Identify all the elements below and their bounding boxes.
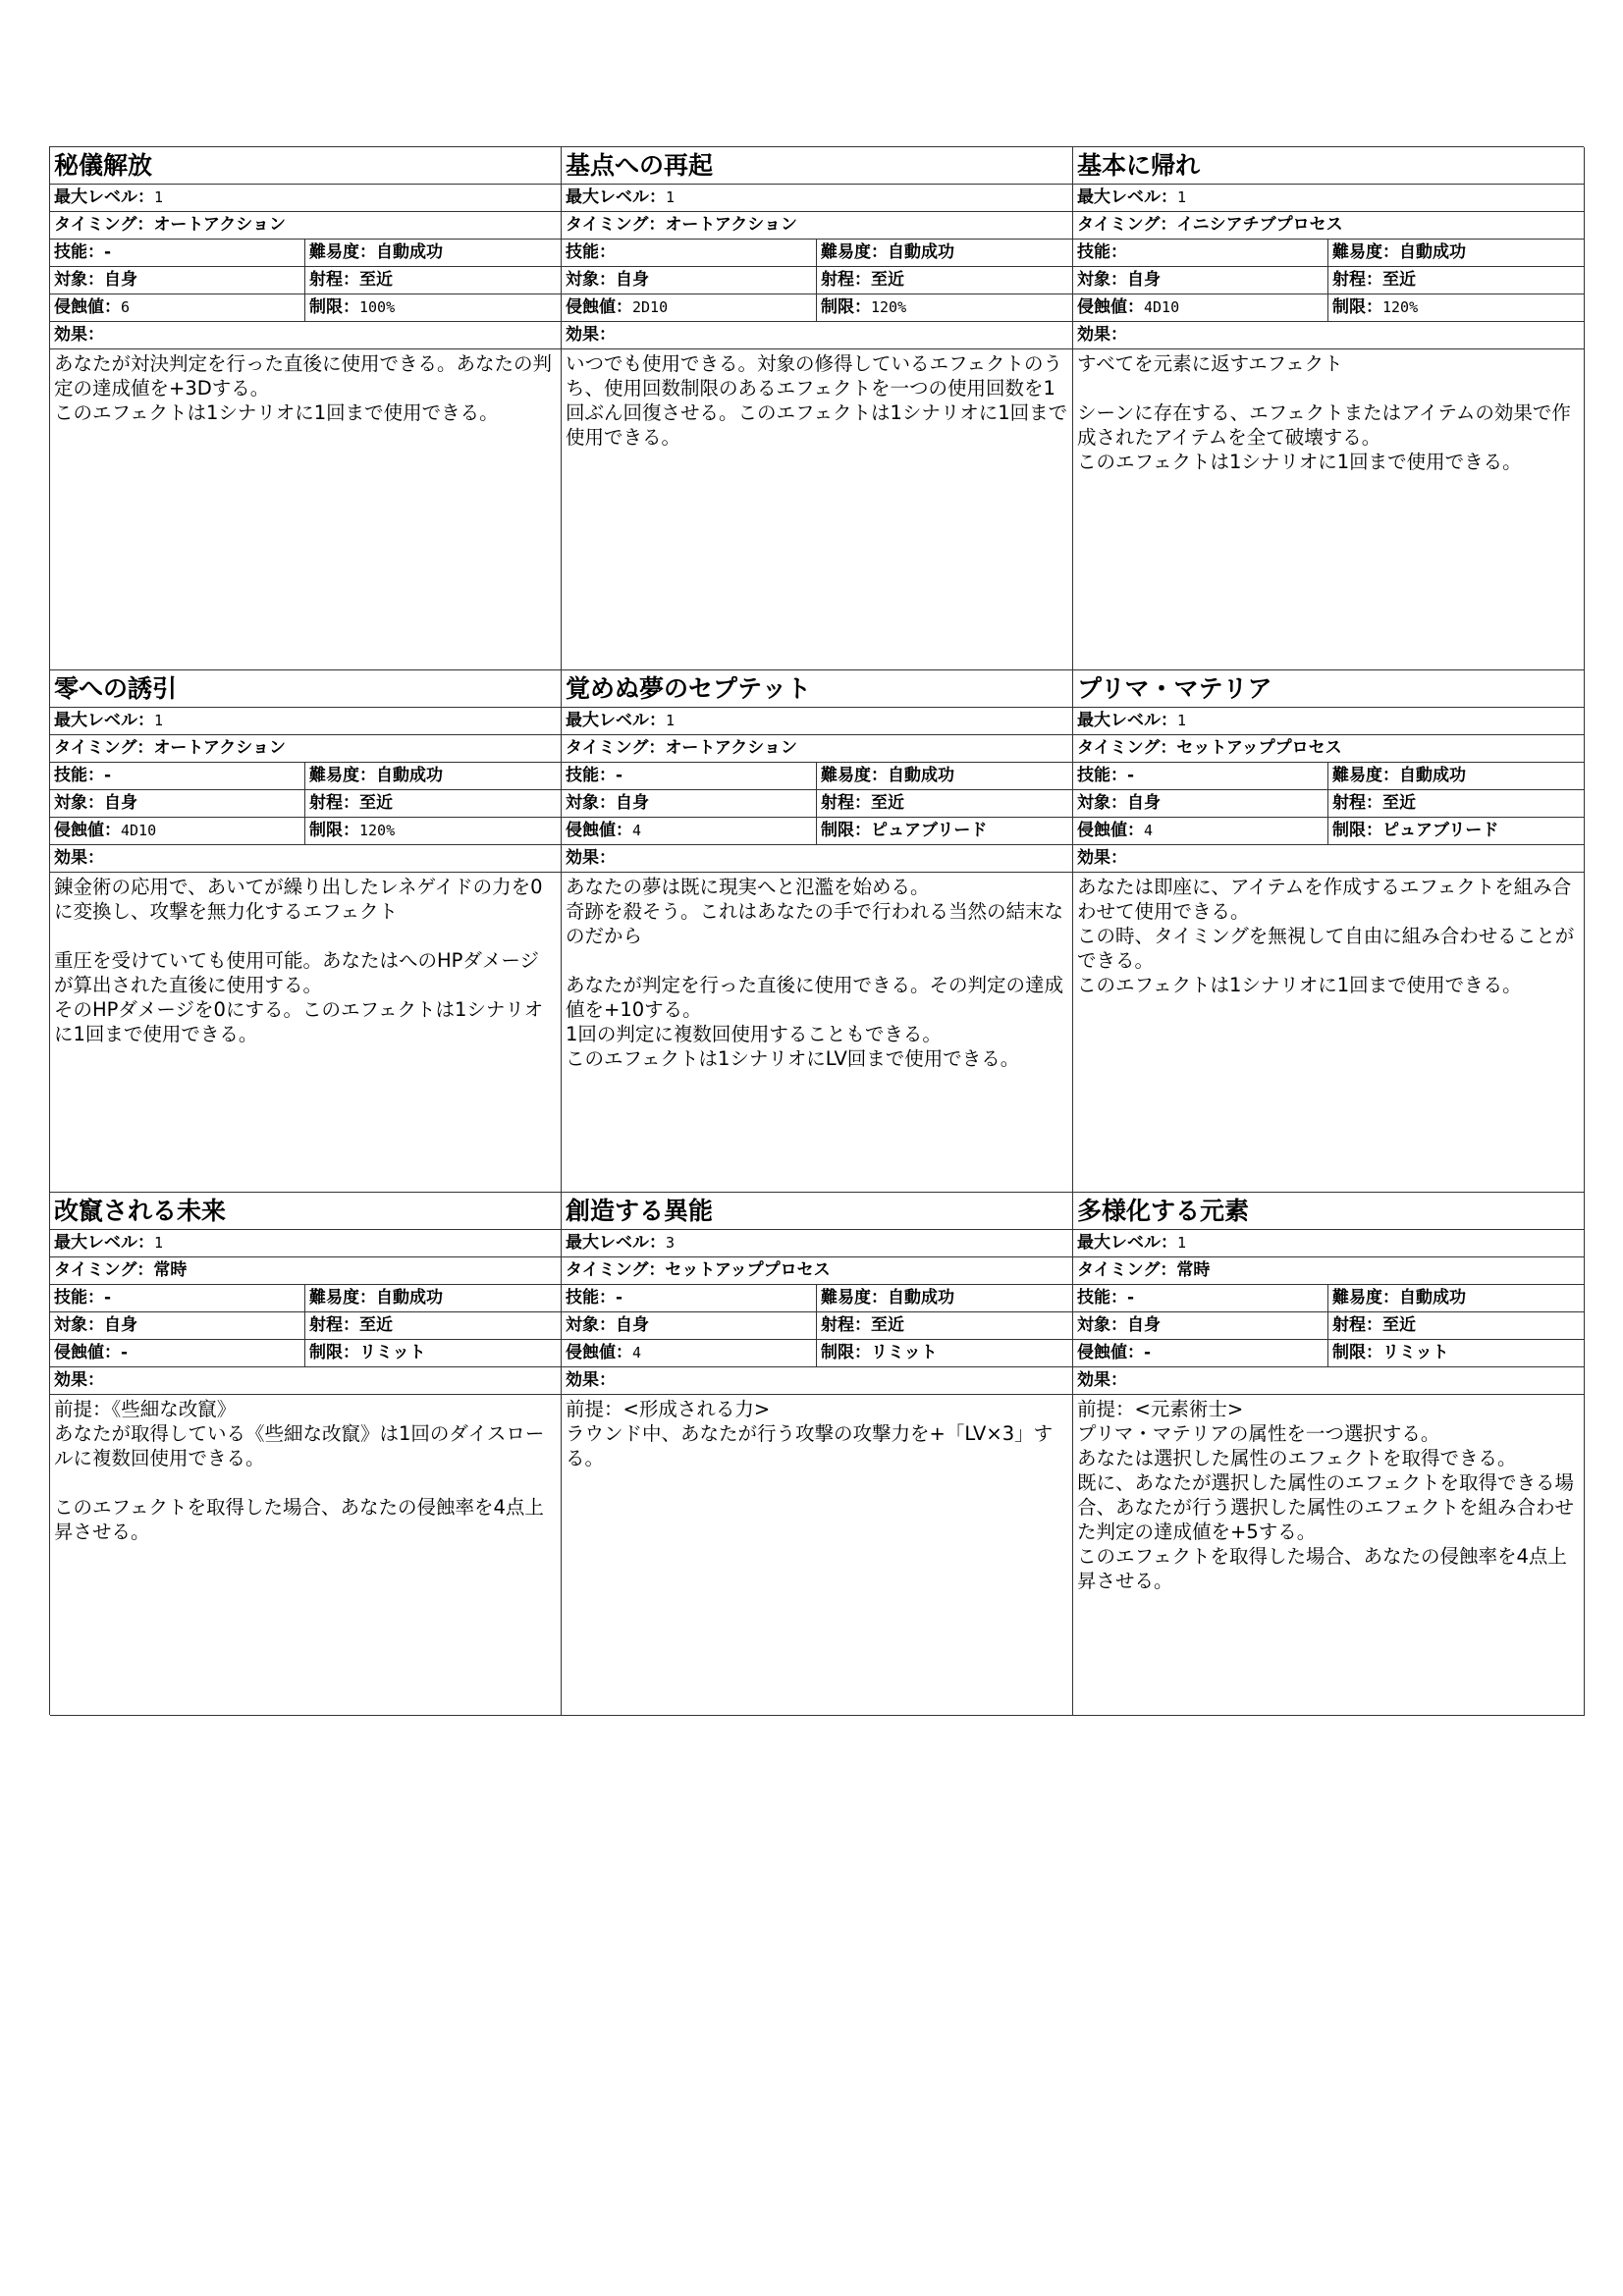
skill-value: - (104, 242, 112, 262)
erosion-label: 侵蝕値： (54, 1343, 121, 1362)
timing-label: タイミング： (566, 738, 666, 758)
max-level-label: 最大レベル： (54, 711, 154, 730)
difficulty-value: 自動成功 (888, 1288, 954, 1308)
skill-value: - (104, 1288, 112, 1308)
effect-card (1073, 1193, 1585, 1716)
effect-description: 前提：<形成される力> ラウンド中、あなたが行う攻撃の攻撃力を+「LV×3」する。 (566, 1398, 1054, 1469)
erosion-limit-row (1073, 294, 1584, 322)
timing-label: タイミング： (566, 1260, 666, 1280)
target-value: 自身 (1127, 1315, 1161, 1335)
target-range-row (50, 267, 561, 294)
timing-row (1073, 735, 1584, 763)
limit-cell (305, 1340, 561, 1366)
effect-description: あなたが対決判定を行った直後に使用できる。あなたの判定の達成値を+3Dする。 このエフェクトは1シナリオに1回まで使用できる。 (54, 352, 553, 424)
effect-card (50, 670, 562, 1193)
target-label: 対象： (1077, 1315, 1127, 1335)
skill-label: 技能： (54, 766, 104, 785)
effect-label: 効果： (566, 1370, 616, 1390)
target-range-row (562, 790, 1072, 818)
skill-cell (562, 763, 817, 789)
limit-value: リミット (1382, 1343, 1449, 1362)
timing-value: オートアクション (665, 215, 797, 235)
erosion-label: 侵蝕値： (566, 297, 632, 317)
limit-label: 制限： (1332, 821, 1382, 840)
skill-label: 技能： (566, 766, 616, 785)
erosion-value: - (121, 1343, 129, 1362)
difficulty-cell (817, 240, 1072, 266)
range-cell (305, 267, 561, 294)
effect-name: 覚めぬ夢のセプテット (562, 670, 1072, 708)
max-level-label: 最大レベル： (1077, 1233, 1177, 1253)
target-label: 対象： (566, 270, 616, 290)
timing-row (50, 735, 561, 763)
skill-cell (1073, 240, 1328, 266)
range-value: 至近 (359, 270, 393, 290)
difficulty-label: 難易度： (309, 766, 376, 785)
range-label: 射程： (309, 793, 359, 813)
erosion-cell (562, 1340, 817, 1366)
max-level-label: 最大レベル： (54, 1233, 154, 1253)
difficulty-value: 自動成功 (888, 242, 954, 262)
erosion-cell (1073, 294, 1328, 321)
target-label: 対象： (566, 1315, 616, 1335)
limit-label: 制限： (309, 297, 359, 317)
target-label: 対象： (1077, 793, 1127, 813)
skill-cell (50, 1285, 305, 1311)
effect-description: すべてを元素に返すエフェクト シーンに存在する、エフェクトまたはアイテムの効果で作成されたアイテムを全て破壊する。 このエフェクトは1シナリオに1回まで使用できる。 (1077, 352, 1571, 473)
timing-label: タイミング： (1077, 1260, 1177, 1280)
limit-cell (1328, 1340, 1584, 1366)
skill-cell (562, 240, 817, 266)
target-cell (50, 267, 305, 294)
limit-value: 120% (1382, 298, 1419, 316)
target-cell (50, 790, 305, 817)
target-cell (1073, 267, 1328, 294)
difficulty-cell (1328, 1285, 1584, 1311)
target-cell (1073, 1312, 1328, 1339)
max-level-label: 最大レベル： (566, 711, 666, 730)
effect-label-row (50, 322, 561, 349)
difficulty-value: 自動成功 (1399, 242, 1466, 262)
max-level-label: 最大レベル： (566, 1233, 666, 1253)
effect-description: 前提：《些細な改竄》 あなたが取得している《些細な改竄》は1回のダイスロールに複数回使用できる。 このエフェクトを取得した場合、あなたの侵蝕率を4点上昇させる。 (54, 1398, 545, 1543)
target-label: 対象： (566, 793, 616, 813)
limit-label: 制限： (1332, 1343, 1382, 1362)
max-level-row (1073, 708, 1584, 735)
effect-label-row (50, 1367, 561, 1395)
target-label: 対象： (54, 1315, 104, 1335)
erosion-value: 4 (1144, 822, 1154, 839)
limit-cell (817, 1340, 1072, 1366)
limit-value: 120% (359, 822, 396, 839)
skill-label: 技能： (1077, 242, 1127, 262)
limit-value: 100% (359, 298, 396, 316)
skill-cell (50, 240, 305, 266)
skill-difficulty-row (50, 763, 561, 790)
difficulty-label: 難易度： (821, 1288, 888, 1308)
difficulty-cell (305, 240, 561, 266)
target-value: 自身 (1127, 270, 1161, 290)
timing-row (1073, 212, 1584, 240)
skill-value: - (1127, 766, 1135, 785)
skill-label: 技能： (1077, 766, 1127, 785)
difficulty-label: 難易度： (1332, 242, 1399, 262)
target-value: 自身 (104, 270, 137, 290)
erosion-limit-row (562, 1340, 1072, 1367)
skill-label: 技能： (566, 242, 616, 262)
range-cell (305, 1312, 561, 1339)
erosion-cell (50, 294, 305, 321)
erosion-cell (562, 294, 817, 321)
target-label: 対象： (54, 270, 104, 290)
skill-value: - (1127, 1288, 1135, 1308)
limit-cell (817, 294, 1072, 321)
max-level-value: 1 (1177, 712, 1187, 729)
difficulty-value: 自動成功 (888, 766, 954, 785)
limit-label: 制限： (309, 821, 359, 840)
effect-description: あなたは即座に、アイテムを作成するエフェクトを組み合わせて使用できる。 この時、タイミングを無視して自由に組み合わせることができる。 このエフェクトは1シナリオに1回まで使用できる。 (1077, 876, 1575, 996)
skill-difficulty-row (50, 1285, 561, 1312)
effect-label: 効果： (1077, 1370, 1127, 1390)
difficulty-cell (817, 763, 1072, 789)
limit-cell (1328, 294, 1584, 321)
range-cell (305, 790, 561, 817)
limit-label: 制限： (821, 821, 871, 840)
erosion-label: 侵蝕値： (566, 821, 632, 840)
effect-name: 多様化する元素 (1073, 1193, 1584, 1230)
effect-description: 錬金術の応用で、あいてが繰り出したレネゲイドの力を0に変換し、攻撃を無力化するエフェクト 重圧を受けていても使用可能。あなたはへのHPダメージが算出された直後に使用する。 そのHPダメージを0にする。このエフェクトは1シナリオに1回まで使用できる。 (54, 876, 544, 1045)
range-label: 射程： (309, 270, 359, 290)
erosion-value: - (1144, 1343, 1152, 1362)
timing-label: タイミング： (1077, 738, 1177, 758)
max-level-row (1073, 185, 1584, 212)
erosion-label: 侵蝕値： (1077, 297, 1144, 317)
target-cell (50, 1312, 305, 1339)
timing-value: イニシアチブプロセス (1176, 215, 1343, 235)
target-range-row (562, 267, 1072, 294)
effect-card (562, 147, 1073, 670)
target-cell (562, 790, 817, 817)
skill-label: 技能： (1077, 1288, 1127, 1308)
range-cell (1328, 1312, 1584, 1339)
skill-label: 技能： (566, 1288, 616, 1308)
range-value: 至近 (1382, 270, 1416, 290)
erosion-value: 6 (121, 298, 131, 316)
skill-difficulty-row (1073, 763, 1584, 790)
range-label: 射程： (821, 270, 871, 290)
skill-difficulty-row (562, 763, 1072, 790)
max-level-label: 最大レベル： (566, 187, 666, 207)
erosion-value: 2D10 (632, 298, 669, 316)
erosion-label: 侵蝕値： (1077, 1343, 1144, 1362)
erosion-value: 4 (632, 822, 642, 839)
erosion-label: 侵蝕値： (1077, 821, 1144, 840)
difficulty-label: 難易度： (821, 242, 888, 262)
effect-description: 前提：<元素術士> プリマ・マテリアの属性を一つ選択する。 あなたは選択した属性のエフェクトを取得できる。 既に、あなたが選択した属性のエフェクトを取得できる場合、あなたが行う選択した属性のエフェクトを組み合わせた判定の達成値を+5する。 このエフェクトを取得した場合、あなたの侵蝕率を4点上昇させる。 (1077, 1398, 1575, 1592)
difficulty-cell (305, 763, 561, 789)
max-level-value: 1 (1177, 1234, 1187, 1252)
range-cell (817, 790, 1072, 817)
max-level-value: 1 (666, 712, 676, 729)
skill-difficulty-row (562, 1285, 1072, 1312)
effect-card (1073, 670, 1585, 1193)
erosion-value: 4D10 (121, 822, 157, 839)
timing-value: オートアクション (665, 738, 797, 758)
erosion-cell (562, 818, 817, 844)
limit-value: ピュアブリード (871, 821, 988, 840)
max-level-label: 最大レベル： (1077, 187, 1177, 207)
effect-label: 効果： (1077, 848, 1127, 868)
timing-row (562, 735, 1072, 763)
timing-value: セットアッププロセス (665, 1260, 831, 1280)
limit-value: リミット (359, 1343, 426, 1362)
limit-cell (305, 294, 561, 321)
max-level-value: 1 (1177, 188, 1187, 206)
skill-cell (50, 763, 305, 789)
erosion-cell (50, 1340, 305, 1366)
max-level-value: 1 (154, 1234, 164, 1252)
range-label: 射程： (1332, 793, 1382, 813)
target-range-row (50, 1312, 561, 1340)
effect-label-row (562, 1367, 1072, 1395)
target-cell (562, 1312, 817, 1339)
target-range-row (1073, 790, 1584, 818)
max-level-row (562, 708, 1072, 735)
erosion-cell (50, 818, 305, 844)
effect-label: 効果： (54, 848, 104, 868)
range-cell (1328, 267, 1584, 294)
range-label: 射程： (1332, 1315, 1382, 1335)
limit-label: 制限： (821, 1343, 871, 1362)
effect-label-row (1073, 322, 1584, 349)
erosion-limit-row (50, 294, 561, 322)
timing-value: 常時 (153, 1260, 188, 1280)
timing-value: オートアクション (153, 215, 286, 235)
difficulty-value: 自動成功 (376, 1288, 443, 1308)
effect-description: いつでも使用できる。対象の修得しているエフェクトのうち、使用回数制限のあるエフェクトを一つの使用回数を1回ぶん回復させる。このエフェクトは1シナリオに1回まで使用できる。 (566, 352, 1068, 449)
limit-cell (305, 818, 561, 844)
max-level-row (50, 1230, 561, 1257)
target-cell (562, 267, 817, 294)
timing-row (562, 212, 1072, 240)
difficulty-value: 自動成功 (376, 242, 443, 262)
effect-card (562, 670, 1073, 1193)
target-value: 自身 (616, 793, 649, 813)
range-label: 射程： (309, 1315, 359, 1335)
effect-card (562, 1193, 1073, 1716)
max-level-value: 3 (666, 1234, 676, 1252)
skill-value: - (616, 766, 623, 785)
difficulty-cell (817, 1285, 1072, 1311)
difficulty-cell (305, 1285, 561, 1311)
skill-difficulty-row (1073, 1285, 1584, 1312)
max-level-row (562, 1230, 1072, 1257)
max-level-label: 最大レベル： (1077, 711, 1177, 730)
effect-label: 効果： (54, 325, 104, 345)
skill-label: 技能： (54, 242, 104, 262)
effect-name: 改竄される未来 (50, 1193, 561, 1230)
max-level-label: 最大レベル： (54, 187, 154, 207)
effect-sheet (49, 146, 1584, 1715)
erosion-limit-row (50, 1340, 561, 1367)
skill-value: - (616, 1288, 623, 1308)
skill-label: 技能： (54, 1288, 104, 1308)
limit-value: ピュアブリード (1382, 821, 1499, 840)
erosion-limit-row (1073, 818, 1584, 845)
limit-value: 120% (871, 298, 907, 316)
max-level-row (50, 185, 561, 212)
range-value: 至近 (871, 793, 904, 813)
range-label: 射程： (821, 793, 871, 813)
timing-row (562, 1257, 1072, 1285)
skill-cell (1073, 1285, 1328, 1311)
difficulty-label: 難易度： (1332, 1288, 1399, 1308)
timing-label: タイミング： (54, 1260, 154, 1280)
effect-label-row (1073, 845, 1584, 873)
range-value: 至近 (1382, 1315, 1416, 1335)
erosion-cell (1073, 818, 1328, 844)
target-label: 対象： (54, 793, 104, 813)
difficulty-value: 自動成功 (1399, 1288, 1466, 1308)
range-cell (817, 267, 1072, 294)
range-label: 射程： (1332, 270, 1382, 290)
difficulty-label: 難易度： (821, 766, 888, 785)
timing-label: タイミング： (54, 738, 154, 758)
effect-name: 基点への再起 (562, 147, 1072, 185)
effect-name: プリマ・マテリア (1073, 670, 1584, 708)
erosion-limit-row (1073, 1340, 1584, 1367)
target-cell (1073, 790, 1328, 817)
effect-label: 効果： (566, 325, 616, 345)
max-level-value: 1 (154, 188, 164, 206)
range-cell (1328, 790, 1584, 817)
effect-label: 効果： (566, 848, 616, 868)
difficulty-value: 自動成功 (1399, 766, 1466, 785)
difficulty-value: 自動成功 (376, 766, 443, 785)
effect-name: 創造する異能 (562, 1193, 1072, 1230)
timing-label: タイミング： (566, 215, 666, 235)
target-range-row (1073, 267, 1584, 294)
effect-card (50, 1193, 562, 1716)
timing-value: セットアッププロセス (1176, 738, 1342, 758)
target-value: 自身 (616, 1315, 649, 1335)
max-level-value: 1 (666, 188, 676, 206)
effect-name: 秘儀解放 (50, 147, 561, 185)
max-level-value: 1 (154, 712, 164, 729)
range-value: 至近 (1382, 793, 1416, 813)
difficulty-cell (1328, 240, 1584, 266)
skill-difficulty-row (1073, 240, 1584, 267)
erosion-label: 侵蝕値： (54, 297, 121, 317)
erosion-label: 侵蝕値： (54, 821, 121, 840)
range-value: 至近 (359, 793, 393, 813)
skill-difficulty-row (562, 240, 1072, 267)
max-level-row (50, 708, 561, 735)
timing-row (50, 212, 561, 240)
erosion-value: 4 (632, 1344, 642, 1362)
erosion-limit-row (50, 818, 561, 845)
target-value: 自身 (1127, 793, 1161, 813)
difficulty-label: 難易度： (309, 242, 376, 262)
max-level-row (1073, 1230, 1584, 1257)
difficulty-cell (1328, 763, 1584, 789)
range-label: 射程： (821, 1315, 871, 1335)
limit-cell (817, 818, 1072, 844)
effect-card (50, 147, 562, 670)
effect-label-row (1073, 1367, 1584, 1395)
difficulty-label: 難易度： (1332, 766, 1399, 785)
limit-cell (1328, 818, 1584, 844)
effect-label-row (50, 845, 561, 873)
erosion-limit-row (562, 294, 1072, 322)
timing-label: タイミング： (1077, 215, 1177, 235)
timing-row (1073, 1257, 1584, 1285)
target-range-row (562, 1312, 1072, 1340)
target-value: 自身 (616, 270, 649, 290)
erosion-limit-row (562, 818, 1072, 845)
target-range-row (1073, 1312, 1584, 1340)
erosion-label: 侵蝕値： (566, 1343, 632, 1362)
effect-description: あなたの夢は既に現実へと氾濫を始める。 奇跡を殺そう。これはあなたの手で行われる当然の結末なのだから あなたが判定を行った直後に使用できる。その判定の達成値を+10する。 1回の判定に複数回使用することもできる。 このエフェクトは1シナリオにLV回まで使用できる。 (566, 876, 1064, 1070)
erosion-cell (1073, 1340, 1328, 1366)
skill-difficulty-row (50, 240, 561, 267)
target-range-row (50, 790, 561, 818)
target-value: 自身 (104, 1315, 137, 1335)
effect-label-row (562, 322, 1072, 349)
target-value: 自身 (104, 793, 137, 813)
difficulty-label: 難易度： (309, 1288, 376, 1308)
effect-name: 基本に帰れ (1073, 147, 1584, 185)
limit-label: 制限： (1332, 297, 1382, 317)
range-cell (817, 1312, 1072, 1339)
limit-label: 制限： (309, 1343, 359, 1362)
effect-name: 零への誘引 (50, 670, 561, 708)
effect-label: 効果： (54, 1370, 104, 1390)
timing-value: 常時 (1176, 1260, 1211, 1280)
limit-label: 制限： (821, 297, 871, 317)
range-value: 至近 (871, 270, 904, 290)
timing-label: タイミング： (54, 215, 154, 235)
timing-row (50, 1257, 561, 1285)
effect-card (1073, 147, 1585, 670)
range-value: 至近 (359, 1315, 393, 1335)
timing-value: オートアクション (153, 738, 286, 758)
effect-label-row (562, 845, 1072, 873)
range-value: 至近 (871, 1315, 904, 1335)
erosion-value: 4D10 (1144, 298, 1180, 316)
skill-cell (1073, 763, 1328, 789)
skill-value: - (104, 766, 112, 785)
skill-cell (562, 1285, 817, 1311)
target-label: 対象： (1077, 270, 1127, 290)
effect-label: 効果： (1077, 325, 1127, 345)
max-level-row (562, 185, 1072, 212)
limit-value: リミット (871, 1343, 938, 1362)
